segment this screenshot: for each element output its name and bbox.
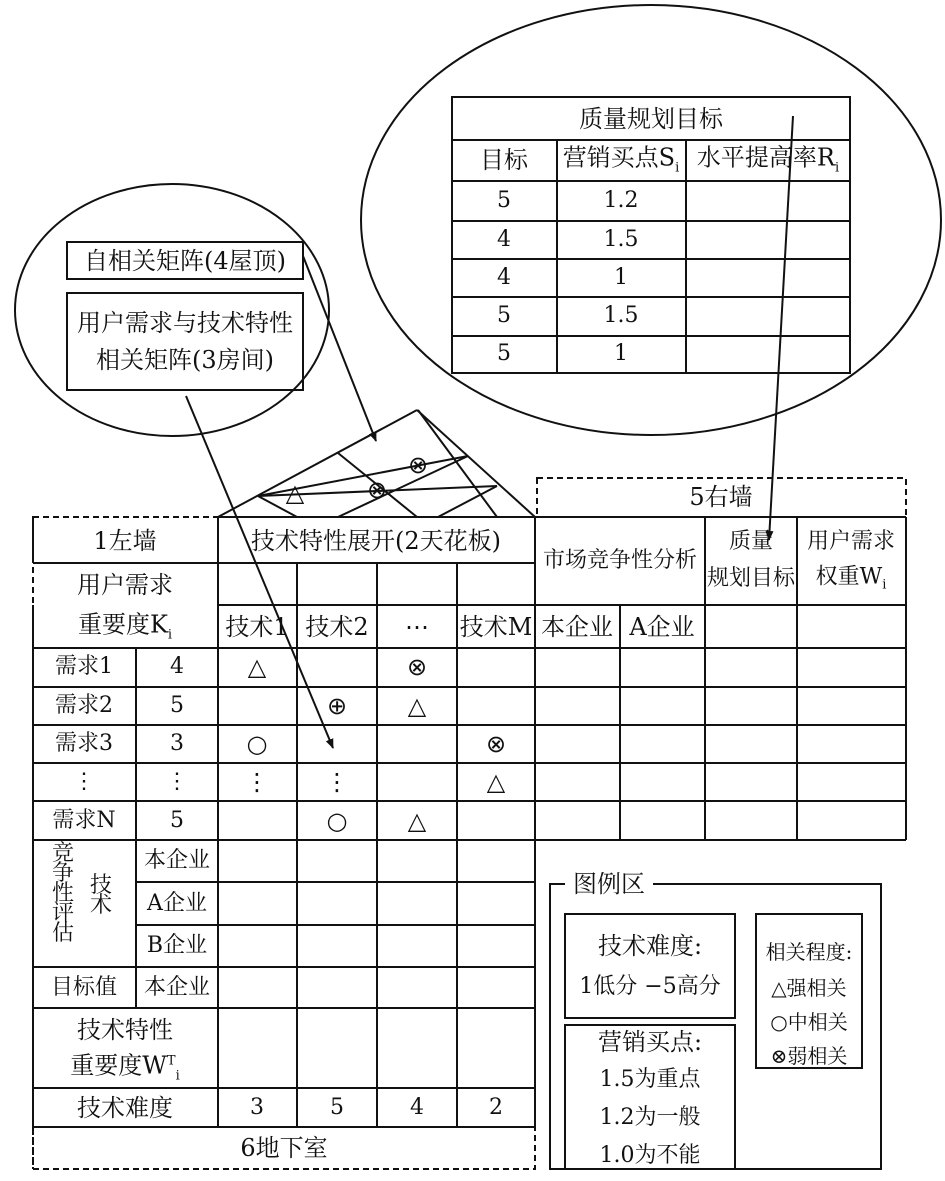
target-row-goal: 4 — [497, 227, 511, 252]
matrix-cell: △ — [247, 653, 267, 681]
market-analysis-header: 市场竞争性分析 — [542, 548, 698, 573]
target-row-sales: 1 — [614, 265, 628, 290]
target-value-company: 本企业 — [143, 975, 211, 1000]
tech-column-header: ⋯ — [405, 613, 429, 641]
difficulty-value: 5 — [330, 1095, 344, 1120]
legend-title: 图例区 — [565, 872, 653, 896]
relation-matrix-box — [67, 293, 303, 390]
target-col-header-sales: 营销买点$S_i$ — [562, 143, 680, 176]
target-row-goal: 4 — [497, 265, 511, 290]
matrix-cell: ⋮ — [325, 768, 349, 796]
arrow-roof — [303, 256, 376, 441]
target-col-header-rate: 水平提高率$R_i$ — [696, 143, 840, 176]
target-table-grid — [452, 97, 850, 373]
tech-importance-line2: 重要度$W^T_i$ — [70, 1051, 180, 1084]
matrix-cell: △ — [407, 692, 427, 720]
target-row-goal: 5 — [497, 188, 511, 213]
legend-sales-item: 1.0为不能 — [599, 1143, 701, 1168]
legend-correlation-title: 相关程度: — [765, 940, 853, 964]
legend-sales-item: 1.5为重点 — [599, 1067, 701, 1092]
matrix-cell: ○ — [246, 730, 268, 758]
tech-column-header: 技术1 — [225, 613, 289, 641]
legend-correlation-item: ○中相关 — [770, 1010, 848, 1034]
legend-correlation-item: △强相关 — [771, 976, 847, 1000]
market-column-header: A企业 — [629, 613, 695, 641]
target-table-title: 质量规划目标 — [579, 105, 723, 133]
matrix-cell: ⊕ — [326, 692, 348, 720]
demand-weight: 4 — [170, 654, 184, 679]
relation-matrix-label-line2: 相关矩阵(3房间) — [96, 346, 274, 374]
target-row-goal: 5 — [497, 303, 511, 328]
target-row-goal: 5 — [497, 341, 511, 366]
legend-difficulty-line1: 技术难度: — [597, 932, 703, 960]
demand-importance-header-line1: 用户需求 — [77, 571, 173, 599]
competitor-label: B企业 — [146, 933, 208, 958]
arrow-room — [186, 396, 333, 748]
tech-difficulty-label: 技术难度 — [77, 1094, 173, 1122]
difficulty-value: 3 — [250, 1095, 264, 1120]
demand-label: 需求2 — [55, 693, 113, 718]
demand-importance-header-line2: 重要度$K_i$ — [77, 610, 173, 643]
demand-label: ⋮ — [73, 769, 95, 794]
competitor-label: 本企业 — [143, 848, 211, 873]
tech-column-header: 技术M — [459, 613, 533, 641]
demand-label: 需求1 — [55, 654, 113, 679]
target-col-header-goal: 目标 — [480, 146, 528, 174]
legend-sales-item: 1.2为一般 — [599, 1105, 701, 1130]
demand-weight-header-line1: 用户需求 — [806, 529, 896, 554]
difficulty-value: 2 — [489, 1095, 503, 1120]
circle-x-icon: ⊗ — [407, 451, 429, 479]
matrix-cell: △ — [486, 768, 506, 796]
tech-importance-line1: 技术特性 — [77, 1016, 173, 1044]
autocorrelation-label: 自相关矩阵(4屋顶) — [84, 247, 286, 275]
demand-weight-header-line2: 权重$W_i$ — [815, 564, 887, 593]
triangle-icon: △ — [285, 479, 305, 507]
relation-matrix-label-line1: 用户需求与技术特性 — [77, 309, 293, 337]
demand-label: 需求N — [52, 808, 116, 833]
arrow-right-wall — [769, 116, 793, 540]
ceiling-label: 技术特性展开(2天花板) — [251, 527, 501, 555]
target-row-sales: 1.5 — [603, 227, 639, 252]
difficulty-value: 4 — [410, 1095, 424, 1120]
market-column-header: 本企业 — [541, 613, 613, 641]
demand-weight: 3 — [170, 731, 184, 756]
basement-label: 6地下室 — [240, 1134, 328, 1162]
competitor-label: A企业 — [147, 891, 207, 916]
legend-difficulty-line2: 1低分 −5高分 — [579, 974, 721, 999]
tech-side-label: 技术 — [89, 873, 112, 918]
right-wall-label: 5右墙 — [689, 483, 753, 511]
left-wall-label: 1左墙 — [93, 527, 157, 555]
target-row-sales: 1.5 — [603, 303, 639, 328]
target-row-sales: 1 — [614, 341, 628, 366]
circle-x-icon: ⊗ — [366, 476, 388, 504]
demand-weight: 5 — [170, 808, 184, 833]
matrix-cell: ○ — [326, 807, 348, 835]
target-row-sales: 1.2 — [603, 188, 639, 213]
quality-target-header-line1: 质量 — [728, 529, 774, 554]
matrix-cell: ⊗ — [406, 653, 428, 681]
legend-sales-title: 营销买点: — [597, 1028, 703, 1056]
matrix-cell: ⊗ — [485, 730, 507, 758]
matrix-cell: ⋮ — [245, 768, 269, 796]
target-value-label: 目标值 — [50, 975, 118, 1000]
tech-column-header: 技术2 — [305, 613, 369, 641]
matrix-cell: △ — [407, 807, 427, 835]
quality-target-header-line2: 规划目标 — [706, 566, 796, 591]
legend-correlation-item: ⊗弱相关 — [770, 1044, 848, 1068]
demand-label: 需求3 — [55, 731, 113, 756]
demand-weight: 5 — [170, 693, 184, 718]
demand-weight: ⋮ — [166, 769, 188, 794]
competitive-evaluation-label: 竞争性评估 — [51, 841, 74, 946]
